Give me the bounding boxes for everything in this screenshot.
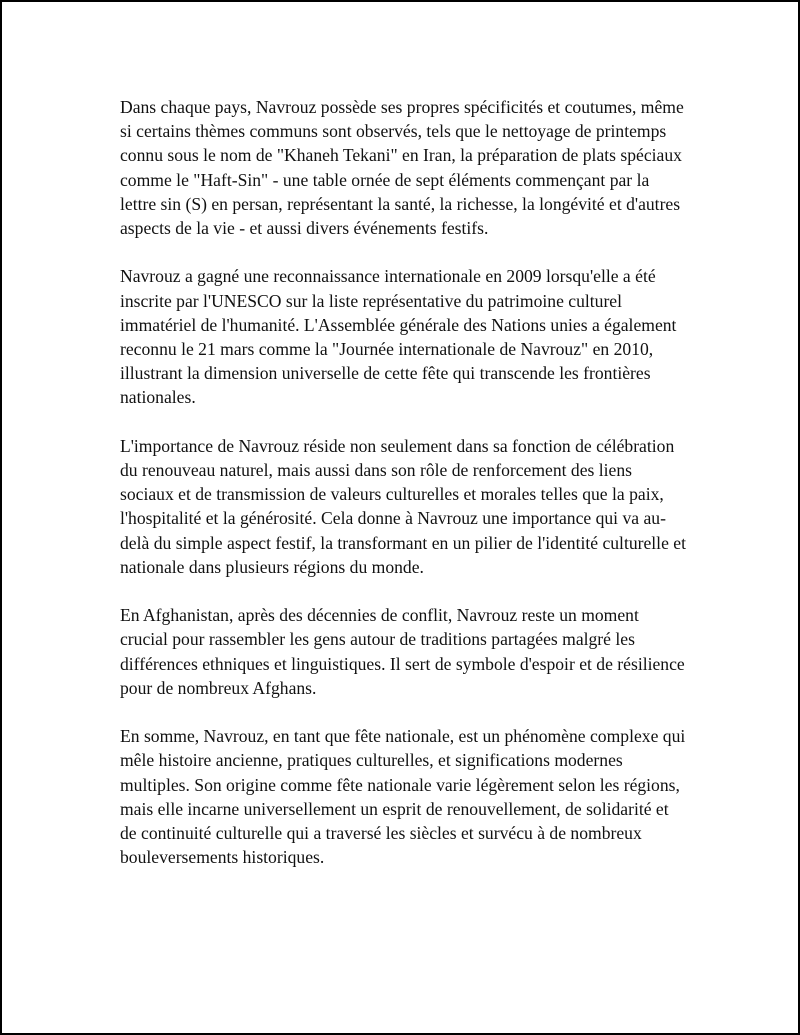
paragraph-2: Navrouz a gagné une reconnaissance internationale en 2009 lorsqu'elle a été inscrite par l'UNESCO sur la liste représentative du patrimoine culturel immatériel de l'humanité. L'Assemblée générale des Nations unies a également reconnu le 21 mars comme la "Journée internationale de Navrouz" en 2010, illustrant la dimension universelle de cette fête qui transcende les frontières nationales. (120, 266, 677, 408)
paragraph-1: Dans chaque pays, Navrouz possède ses propres spécificités et coutumes, même si certains thèmes communs sont observés, tels que le nettoyage de printemps connu sous le nom de "Khaneh Tekani" en Iran, la préparation de plats spéciaux comme le "Haft-Sin" - une table ornée de sept éléments commençant par la lettre sin (S) en persan, représentant la santé, la richesse, la longévité et d'autres aspects de la vie - et aussi divers événements festifs. (120, 97, 684, 239)
document-body (120, 95, 686, 869)
paragraph-4: En Afghanistan, après des décennies de conflit, Navrouz reste un moment crucial pour rassembler les gens autour de traditions partagées malgré les différences ethniques et linguistiques. Il sert de symbole d'espoir et de résilience pour de nombreux Afghans. (120, 605, 685, 698)
paragraph-3: L'importance de Navrouz réside non seulement dans sa fonction de célébration du renouveau naturel, mais aussi dans son rôle de renforcement des liens sociaux et de transmission de valeurs culturelles et morales telles que la paix, l'hospitalité et la générosité. Cela donne à Navrouz une importance qui va au-delà du simple aspect festif, la transformant en un pilier de l'identité culturelle et nationale dans plusieurs régions du monde. (120, 435, 686, 577)
paragraph-5: En somme, Navrouz, en tant que fête nationale, est un phénomène complexe qui mêle histoire ancienne, pratiques culturelles, et significations modernes multiples. Son origine comme fête nationale varie légèrement selon les régions, mais elle incarne universellement un esprit de renouvellement, de solidarité et de continuité culturelle qui a traversé les siècles et survécu à de nombreux bouleversements historiques. (120, 726, 686, 868)
